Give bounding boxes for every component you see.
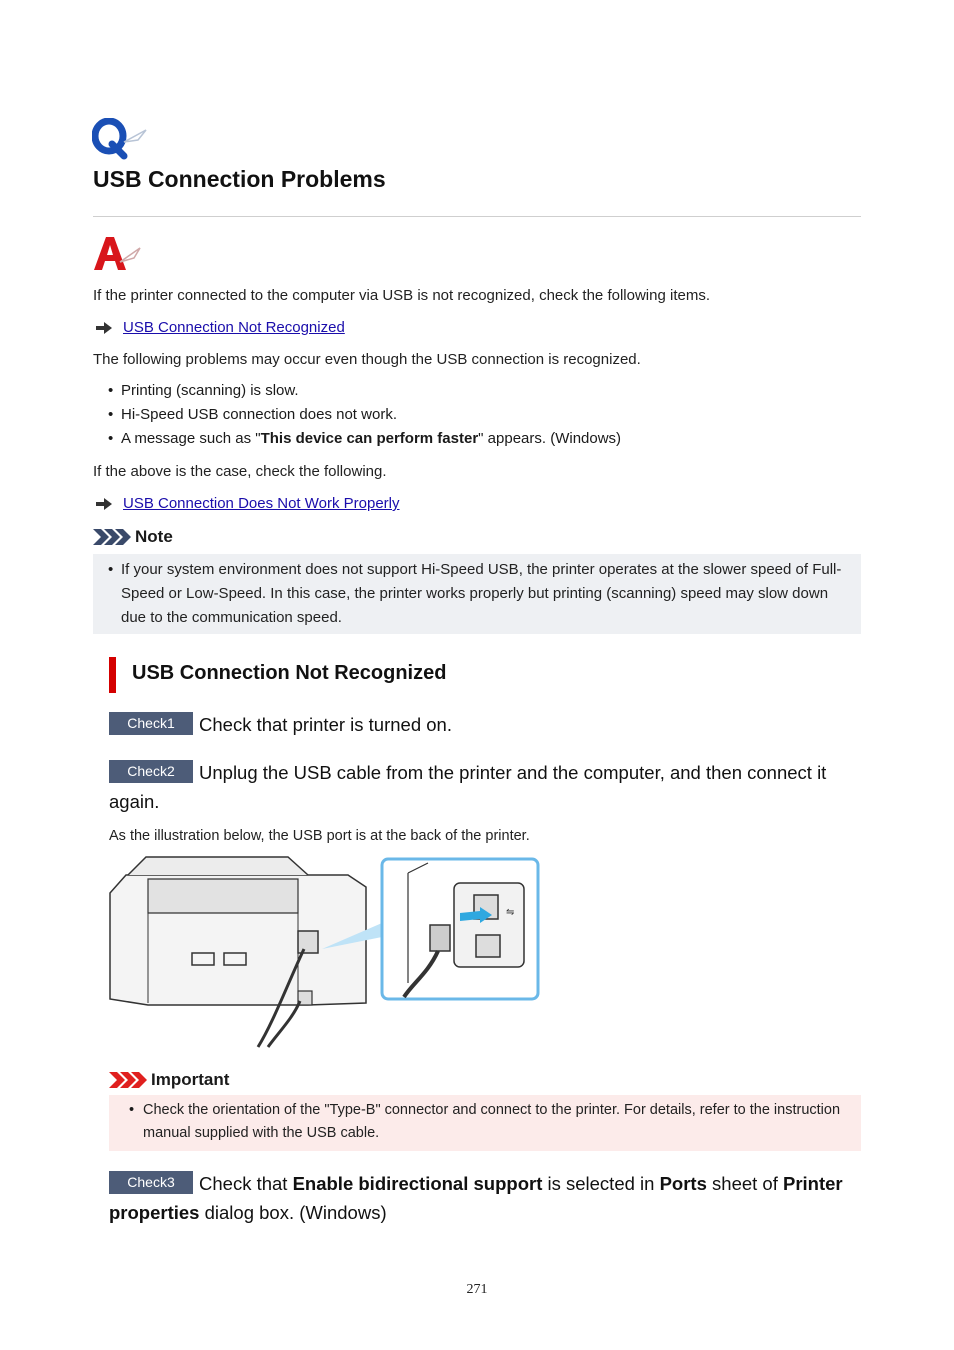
important-chevrons-icon xyxy=(109,1072,147,1088)
note-chevrons-icon xyxy=(93,529,131,545)
problem-list xyxy=(108,382,621,454)
svg-text:⇋: ⇋ xyxy=(506,907,515,918)
printer-usb-illustration xyxy=(108,853,542,1049)
answer-icon xyxy=(92,234,144,274)
important-box: • Check the orientation of the "Type-B" connector and connect to the printer. For details, refer to the instruction manual supplied with the USB cable. xyxy=(109,1095,861,1151)
section-marker xyxy=(109,657,116,693)
illustration-caption: As the illustration below, the USB port is at the back of the printer. xyxy=(109,828,530,844)
check2-badge: Check2 xyxy=(109,760,193,783)
check1 xyxy=(109,710,861,739)
link-row-not-recognized xyxy=(95,319,345,336)
usb-not-recognized-link[interactable]: USB Connection Not Recognized xyxy=(123,319,345,336)
usb-not-work-link[interactable]: USB Connection Does Not Work Properly xyxy=(123,495,400,512)
check3-badge: Check3 xyxy=(109,1171,193,1194)
section-title: USB Connection Not Recognized xyxy=(132,662,447,684)
link-row-not-work xyxy=(95,495,400,512)
arrow-right-icon xyxy=(95,321,113,335)
problems-intro: The following problems may occur even though the USB connection is recognized. xyxy=(93,351,641,368)
note-box: • If your system environment does not support Hi-Speed USB, the printer operates at the slower speed of Full-Speed or Low-Speed. In this case, the printer works properly but printing (scanning) speed may slow down due to the communication speed. xyxy=(93,554,861,634)
check-following-text: If the above is the case, check the following. xyxy=(93,463,387,480)
check1-badge: Check1 xyxy=(109,712,193,735)
important-text: Check the orientation of the "Type-B" connector and connect to the printer. For details, refer to the instruction manual supplied with the USB cable. xyxy=(143,1102,841,1141)
arrow-right-icon xyxy=(95,497,113,511)
note-text: If your system environment does not support Hi-Speed USB, the printer operates at the slower speed of Full-Speed or Low-Speed. In this case, the printer works properly but printing (scanning) speed may slow down due to the communication speed. xyxy=(121,561,842,626)
divider xyxy=(93,216,861,217)
check1-text: Check that printer is turned on. xyxy=(199,714,452,735)
list-item: • Hi-Speed USB connection does not work. xyxy=(108,406,397,423)
intro-text: If the printer connected to the computer via USB is not recognized, check the following items. xyxy=(93,287,710,304)
list-item: • A message such as "This device can perform faster" appears. (Windows) xyxy=(108,430,622,447)
note-heading: Note xyxy=(93,527,173,547)
check2 xyxy=(109,758,861,816)
question-icon xyxy=(92,118,152,160)
important-heading: Important xyxy=(109,1070,229,1090)
page-title: USB Connection Problems xyxy=(93,166,386,192)
list-item: • Printing (scanning) is slow. xyxy=(108,382,299,399)
check3: Check3 Check that Enable bidirectional support is selected in Ports sheet of Printer properties dialog box. (Windows) xyxy=(109,1173,843,1223)
check2-text: Unplug the USB cable from the printer and the computer, and then connect it again. xyxy=(109,762,827,812)
page-number: 271 xyxy=(466,1282,488,1297)
